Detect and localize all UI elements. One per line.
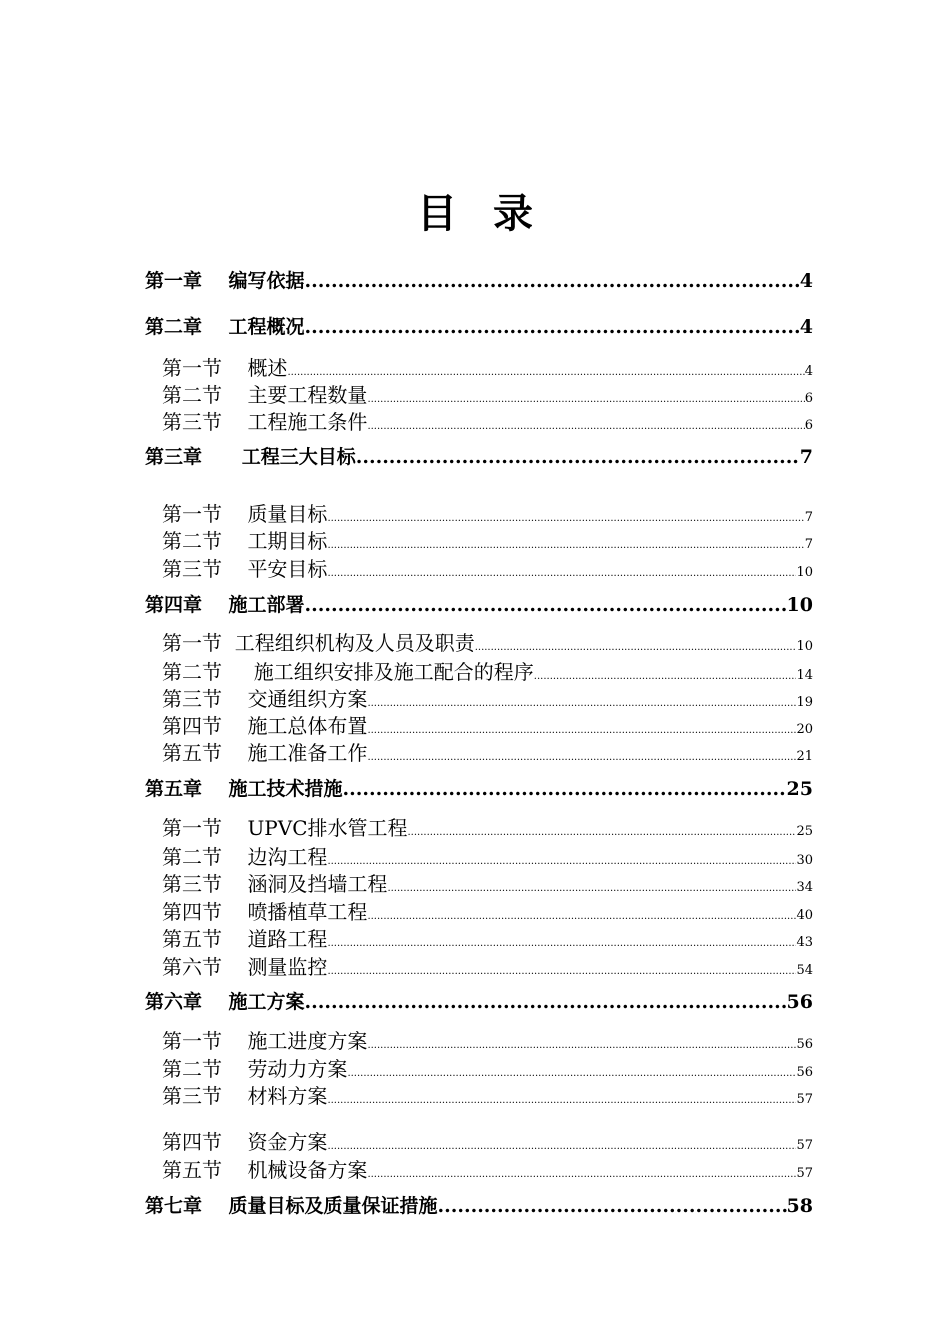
page-title: 目录 <box>417 190 569 237</box>
toc-entry-number: 第一节 <box>162 816 222 840</box>
toc-entry-page-number: 56 <box>796 1037 813 1052</box>
toc-entry-page-number: 10 <box>796 565 813 580</box>
toc-entry-number: 第五节 <box>162 927 222 951</box>
toc-section-entry[interactable] <box>162 1028 813 1059</box>
toc-entry-title: 编写依据 <box>228 270 305 292</box>
toc-entry-page-number: 14 <box>796 668 813 683</box>
toc-section-entry[interactable] <box>162 740 813 771</box>
toc-section-entry[interactable] <box>162 556 813 587</box>
toc-section-entry[interactable] <box>162 1129 813 1160</box>
toc-section-entry[interactable] <box>162 1157 813 1188</box>
toc-entry-title: 工程概况 <box>228 316 305 338</box>
toc-entry-page-number: 30 <box>796 853 813 868</box>
toc-section-entry[interactable] <box>162 528 813 559</box>
dot-leader <box>367 414 804 440</box>
toc-entry-title: 概述 <box>247 356 288 380</box>
dot-leader <box>475 635 797 661</box>
toc-entry-number: 第三节 <box>162 1084 222 1108</box>
toc-section-entry[interactable] <box>162 926 813 957</box>
toc-entry-number: 第五章 <box>145 778 203 800</box>
toc-entry-title: 施工进度方案 <box>247 1029 368 1053</box>
toc-entry-page-number: 4 <box>804 364 813 379</box>
toc-entry-title: 施工组织安排及施工配合的程序 <box>253 660 534 684</box>
toc-entry-number: 第五节 <box>162 741 222 765</box>
toc-entry-number: 第一章 <box>145 270 203 292</box>
toc-entry-title: 材料方案 <box>247 1084 328 1108</box>
toc-chapter-entry[interactable] <box>145 444 813 470</box>
toc-entry-title: 施工部署 <box>228 594 305 616</box>
toc-entry-title: 资金方案 <box>247 1130 328 1154</box>
toc-entry-page-number: 43 <box>796 935 813 950</box>
toc-section-entry[interactable] <box>162 630 813 661</box>
toc-entry-page-number: 34 <box>796 880 813 895</box>
toc-entry-page-number: 6 <box>804 418 813 433</box>
toc-entry-number: 第一节 <box>162 356 222 380</box>
toc-entry-page-number: 10 <box>786 594 813 616</box>
toc-entry-number: 第七章 <box>145 1195 203 1217</box>
toc-entry-page-number: 57 <box>796 1092 813 1107</box>
toc-chapter-entry[interactable] <box>145 989 813 1015</box>
toc-entry-number: 第三节 <box>162 557 222 581</box>
toc-entry-page-number: 54 <box>796 963 813 978</box>
toc-entry-number: 第四节 <box>162 714 222 738</box>
toc-section-entry[interactable] <box>162 409 813 440</box>
toc-entry-title: 施工总体布置 <box>247 714 368 738</box>
toc-section-entry[interactable] <box>162 954 813 985</box>
toc-entry-title: 道路工程 <box>247 927 328 951</box>
toc-chapter-entry[interactable] <box>145 314 813 340</box>
toc-entry-number: 第二节 <box>162 383 222 407</box>
toc-entry-page-number: 20 <box>796 722 813 737</box>
toc-entry-number: 第五节 <box>162 1158 222 1182</box>
toc-entry-page-number: 7 <box>804 510 813 525</box>
toc-entry-number: 第二节 <box>162 1057 222 1081</box>
dot-leader <box>305 268 800 294</box>
toc-entry-title: 涵洞及挡墙工程 <box>247 872 388 896</box>
dot-leader <box>356 444 800 470</box>
toc-entry-title: 工期目标 <box>247 529 328 553</box>
toc-entry-number: 第六节 <box>162 955 222 979</box>
toc-entry-title: 工程三大目标 <box>241 446 356 468</box>
toc-chapter-entry[interactable] <box>145 776 813 802</box>
toc-entry-title: 平安目标 <box>247 557 328 581</box>
dot-leader <box>408 820 797 846</box>
toc-entry-number: 第一节 <box>162 502 222 526</box>
toc-entry-page-number: 56 <box>786 991 813 1013</box>
toc-entry-title: 施工技术措施 <box>228 778 343 800</box>
toc-entry-number: 第二节 <box>162 845 222 869</box>
dot-leader <box>438 1193 787 1219</box>
dot-leader <box>305 989 787 1015</box>
dot-leader <box>327 959 796 985</box>
toc-entry-page-number: 58 <box>786 1195 813 1217</box>
toc-section-entry[interactable] <box>162 815 813 846</box>
toc-entry-number: 第四节 <box>162 1130 222 1154</box>
toc-entry-title: 交通组织方案 <box>247 687 368 711</box>
toc-chapter-entry[interactable] <box>145 1193 813 1219</box>
toc-entry-title: 劳动力方案 <box>247 1057 348 1081</box>
toc-entry-number: 第二节 <box>162 660 222 684</box>
toc-entry-number: 第三节 <box>162 872 222 896</box>
toc-entry-title: 边沟工程 <box>247 845 328 869</box>
toc-entry-number: 第四节 <box>162 900 222 924</box>
dot-leader <box>327 561 796 587</box>
toc-entry-page-number: 6 <box>804 391 813 406</box>
toc-entry-number: 第六章 <box>145 991 203 1013</box>
toc-entry-title: 喷播植草工程 <box>247 900 368 924</box>
toc-entry-page-number: 40 <box>796 908 813 923</box>
toc-chapter-entry[interactable] <box>145 592 813 618</box>
toc-entry-title: 施工方案 <box>228 991 305 1013</box>
toc-entry-number: 第四章 <box>145 594 203 616</box>
toc-entry-page-number: 57 <box>796 1166 813 1181</box>
dot-leader <box>343 776 787 802</box>
toc-entry-page-number: 7 <box>799 446 813 468</box>
toc-entry-number: 第一节 <box>162 631 222 655</box>
toc-entry-page-number: 21 <box>796 749 813 764</box>
toc-entry-page-number: 4 <box>799 316 813 338</box>
dot-leader <box>305 592 787 618</box>
toc-chapter-entry[interactable] <box>145 268 813 294</box>
dot-leader <box>327 1088 796 1114</box>
toc-entry-page-number: 19 <box>796 695 813 710</box>
toc-entry-title: UPVC排水管工程 <box>247 816 408 840</box>
toc-entry-title: 工程施工条件 <box>247 410 368 434</box>
toc-entry-page-number: 25 <box>796 824 813 839</box>
dot-leader <box>367 745 796 771</box>
toc-entry-title: 质量目标 <box>247 502 328 526</box>
toc-entry-number: 第二章 <box>145 316 203 338</box>
toc-entry-page-number: 57 <box>796 1138 813 1153</box>
dot-leader <box>367 1162 796 1188</box>
dot-leader <box>305 314 800 340</box>
toc-entry-number: 第三节 <box>162 687 222 711</box>
toc-entry-number: 第三节 <box>162 410 222 434</box>
toc-entry-title: 机械设备方案 <box>247 1158 368 1182</box>
toc-entry-title: 施工准备工作 <box>247 741 368 765</box>
toc-entry-title: 测量监控 <box>247 955 328 979</box>
toc-entry-number: 第二节 <box>162 529 222 553</box>
toc-entry-title: 质量目标及质量保证措施 <box>228 1195 438 1217</box>
toc-entry-page-number: 25 <box>786 778 813 800</box>
toc-entry-page-number: 56 <box>796 1065 813 1080</box>
toc-entry-title: 工程组织机构及人员及职责 <box>234 631 475 655</box>
toc-section-entry[interactable] <box>162 1083 813 1114</box>
toc-entry-page-number: 7 <box>804 537 813 552</box>
toc-entry-page-number: 10 <box>796 639 813 654</box>
toc-entry-number: 第一节 <box>162 1029 222 1053</box>
toc-entry-page-number: 4 <box>799 270 813 292</box>
toc-entry-number: 第三章 <box>145 446 203 468</box>
toc-entry-title: 主要工程数量 <box>247 383 368 407</box>
toc-section-entry[interactable] <box>162 871 813 902</box>
